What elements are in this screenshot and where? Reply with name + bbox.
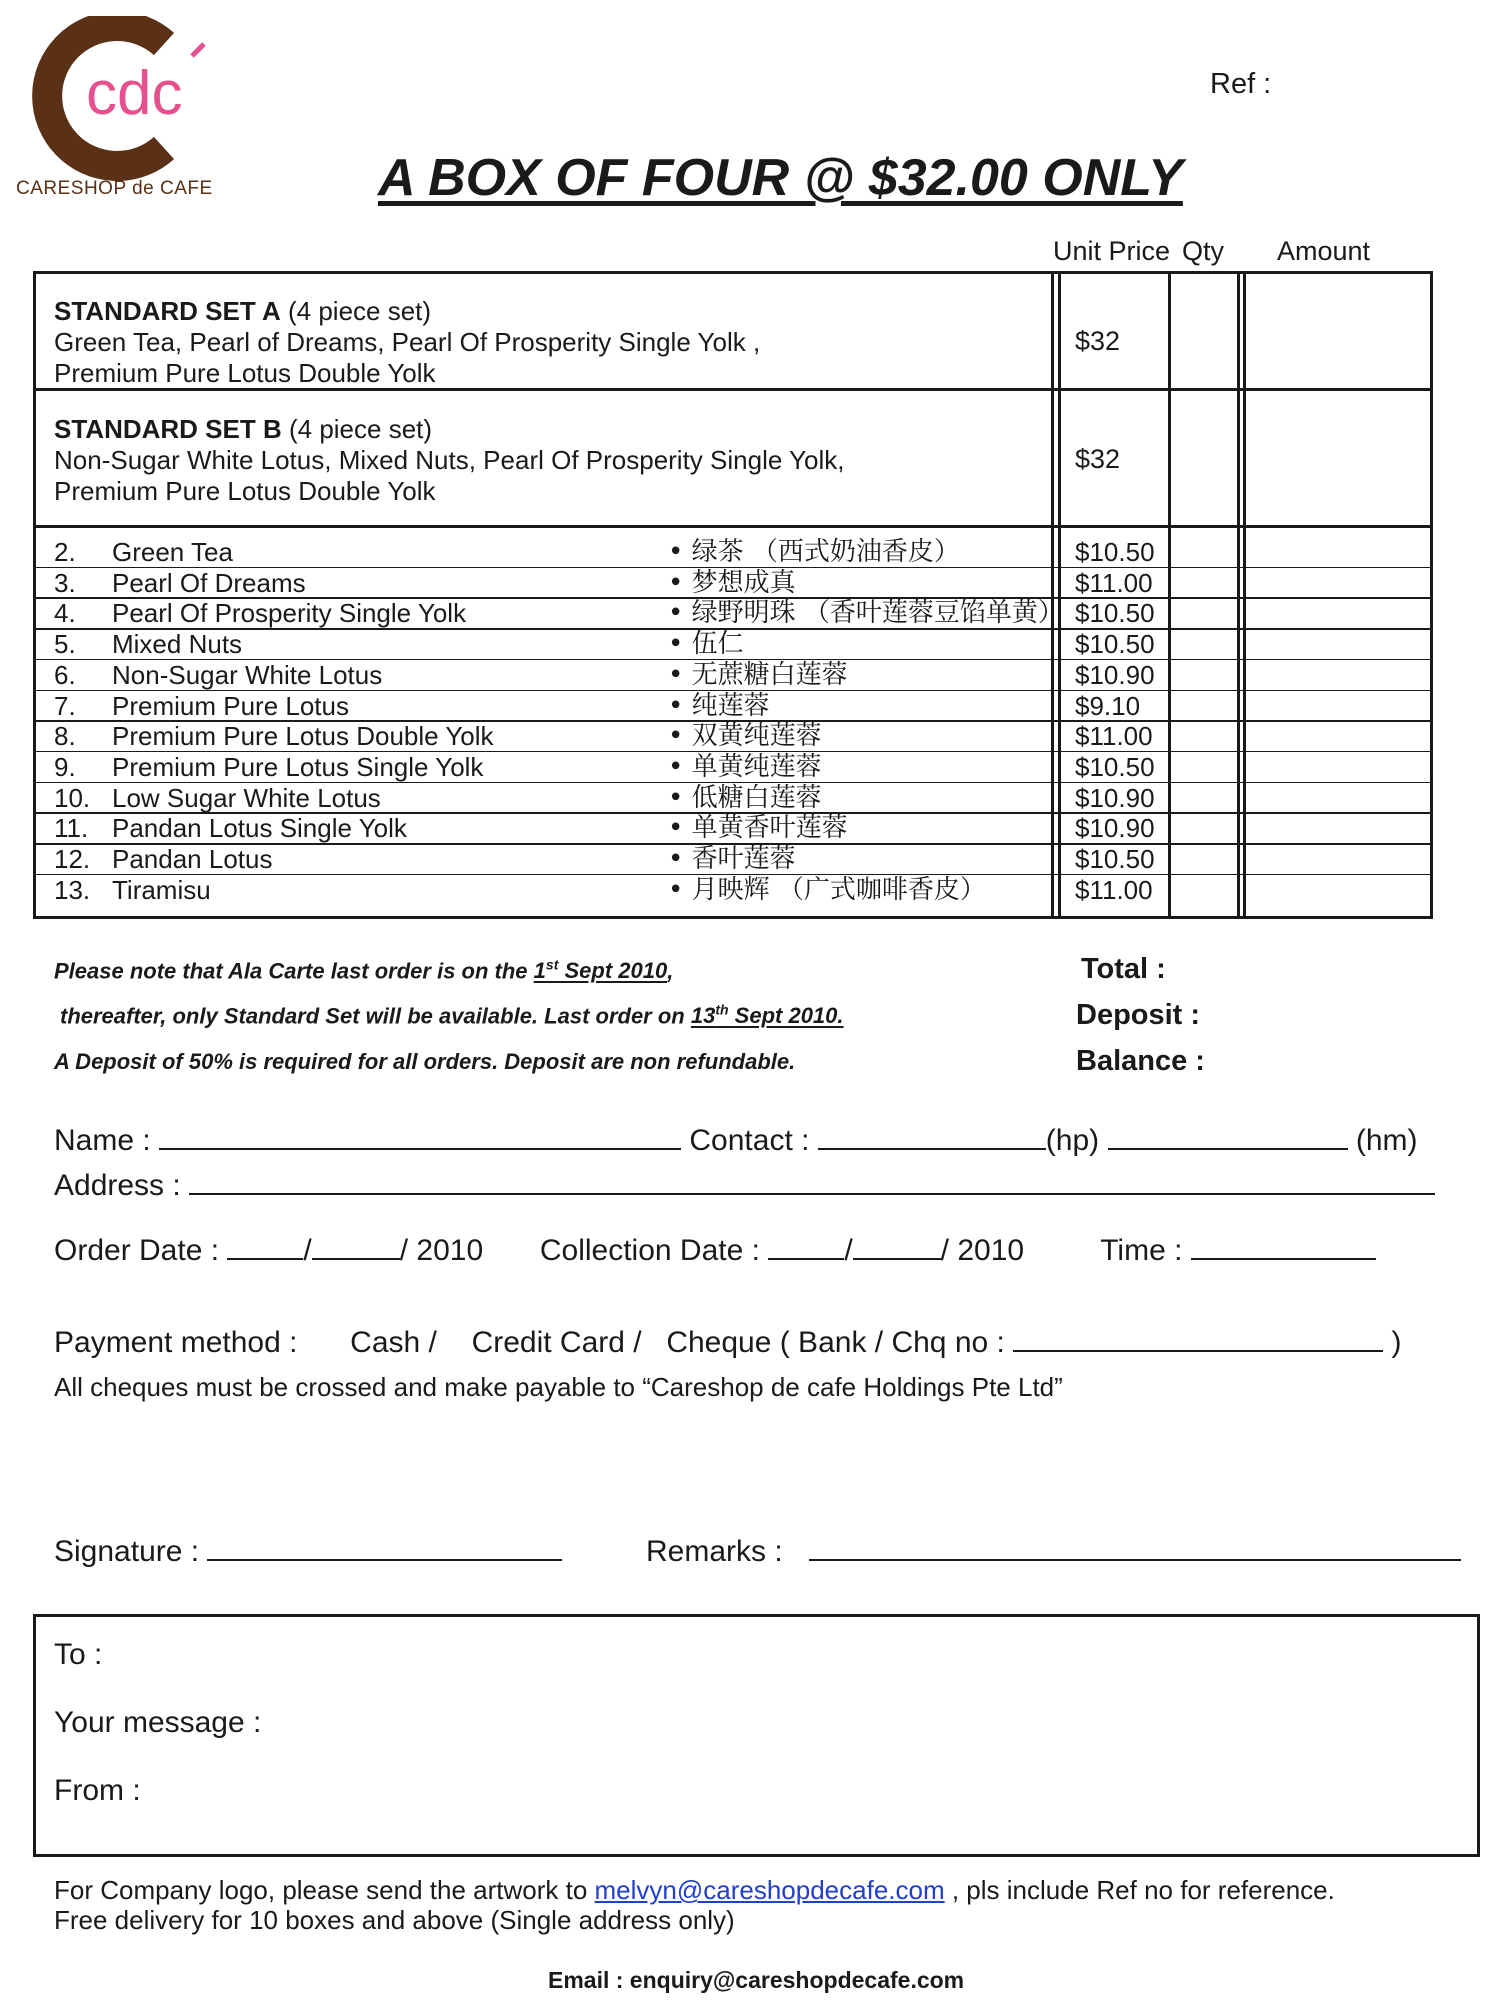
order-month-field[interactable] [312, 1234, 400, 1260]
item-number: 3. [54, 567, 76, 598]
table-row [0, 537, 1500, 568]
cheque-number-field[interactable] [1013, 1326, 1383, 1352]
table-row [0, 598, 1500, 629]
logo-artwork-note: For Company logo, please send the artwork to melvyn@careshopdecafe.com , pls include Ref no for reference. [54, 1875, 1335, 1905]
item-number: 13. [54, 874, 91, 905]
item-chinese-name: • 梦想成真 [668, 567, 796, 598]
set-b-price: $32 [1075, 444, 1121, 474]
table-row [0, 783, 1500, 814]
table-row [0, 691, 1500, 722]
balance-label: Balance : [1076, 1045, 1205, 1077]
item-price: $10.90 [1075, 813, 1155, 844]
collection-day-field[interactable] [768, 1234, 844, 1260]
delivery-note: Free delivery for 10 boxes and above (Single address only) [54, 1905, 735, 1935]
table-row [0, 813, 1500, 844]
item-number: 8. [54, 721, 76, 752]
item-name: Premium Pure Lotus Single Yolk [112, 751, 484, 782]
address-row: Address : [54, 1169, 1435, 1203]
note-standard-set: thereafter, only Standard Set will be available. Last order on 13th Sept 2010. [60, 1002, 844, 1029]
time-field[interactable] [1191, 1234, 1376, 1260]
item-chinese-name: • 绿茶 （西式奶油香皮） [668, 537, 960, 567]
col-unit-price: Unit Price [1053, 236, 1171, 266]
contact-hp-field[interactable] [818, 1124, 1046, 1150]
item-name: Mixed Nuts [112, 629, 243, 660]
item-number: 10. [54, 782, 91, 813]
table-row [0, 568, 1500, 599]
message-body-label[interactable]: Your message : [54, 1706, 262, 1739]
set-a-description: STANDARD SET A (4 piece set) Green Tea, Pearl of Dreams, Pearl Of Prosperity Single Yolk , Premium Pure Lotus Double Yolk [54, 296, 761, 388]
item-name: Green Tea [112, 537, 233, 567]
page-title: A BOX OF FOUR @ $32.00 ONLY [378, 149, 1183, 207]
order-day-field[interactable] [227, 1234, 303, 1260]
deposit-label: Deposit : [1076, 999, 1201, 1031]
item-chinese-name: • 纯莲蓉 [668, 690, 770, 721]
item-number: 4. [54, 598, 76, 629]
total-label: Total : [1081, 953, 1166, 985]
logo-tagline: CARESHOP de CAFE [16, 178, 213, 199]
payment-cheque-option[interactable]: Cheque ( Bank / Chq no : [666, 1326, 1005, 1359]
name-field[interactable] [159, 1124, 681, 1150]
note-deposit: A Deposit of 50% is required for all orders. Deposit are non refundable. [54, 1049, 796, 1074]
set-b-description: STANDARD SET B (4 piece set) Non-Sugar White Lotus, Mixed Nuts, Pearl Of Prosperity Single Yolk, Premium Pure Lotus Double Yolk [54, 414, 845, 506]
item-chinese-name: • 单黄纯莲蓉 [668, 751, 822, 782]
item-number: 11. [54, 813, 89, 844]
name-row: Name : Contact : (hp) (hm) [54, 1124, 1418, 1157]
table-row [0, 629, 1500, 660]
payment-cash-option[interactable]: Cash / [350, 1326, 437, 1359]
signature-row: Signature : [54, 1535, 562, 1569]
col-amount: Amount [1277, 236, 1371, 266]
payment-row: Payment method : Cash / Credit Card / Cheque ( Bank / Chq no : ) [54, 1326, 1402, 1359]
item-chinese-name: • 单黄香叶莲蓉 [668, 813, 848, 844]
item-chinese-name: • 双黄纯莲蓉 [668, 721, 822, 752]
col-qty: Qty [1182, 236, 1225, 266]
ref-label: Ref : [1210, 68, 1272, 100]
table-row [0, 721, 1500, 752]
item-name: Low Sugar White Lotus [112, 782, 381, 813]
message-to-label[interactable]: To : [54, 1638, 103, 1671]
item-name: Premium Pure Lotus [112, 690, 349, 721]
item-chinese-name: • 低糖白莲蓉 [668, 782, 822, 813]
payment-credit-option[interactable]: Credit Card / [471, 1326, 642, 1359]
item-name: Pandan Lotus [112, 844, 273, 874]
cheque-note: All cheques must be crossed and make payable to “Careshop de cafe Holdings Pte Ltd” [54, 1372, 1063, 1402]
item-name: Premium Pure Lotus Double Yolk [112, 721, 494, 752]
item-price: $10.50 [1075, 598, 1155, 629]
item-chinese-name: • 香叶莲蓉 [668, 844, 796, 874]
date-row: Order Date : / / 2010 Collection Date : / / 2010 Time : [54, 1234, 1376, 1268]
item-chinese-name: • 伍仁 [668, 629, 744, 660]
item-chinese-name: • 绿野明珠 （香叶莲蓉豆馅单黄） [668, 598, 1064, 629]
signature-field[interactable] [207, 1535, 562, 1561]
table-row [0, 844, 1500, 875]
item-price: $9.10 [1075, 690, 1141, 721]
item-price: $10.90 [1075, 659, 1155, 690]
item-number: 6. [54, 659, 76, 690]
contact-hm-field[interactable] [1108, 1124, 1348, 1150]
remarks-field[interactable] [809, 1535, 1461, 1561]
message-from-label: From : [54, 1774, 141, 1807]
item-price: $10.90 [1075, 782, 1155, 813]
item-price: $10.50 [1075, 629, 1155, 660]
table-row [0, 875, 1500, 906]
item-price: $11.00 [1075, 721, 1153, 752]
enquiry-email: Email : enquiry@careshopdecafe.com [548, 1967, 965, 1993]
item-name: Pearl Of Dreams [112, 567, 306, 598]
item-chinese-name: • 无蔗糖白莲蓉 [668, 659, 848, 690]
logo-text: cdc [86, 59, 183, 128]
item-number: 12. [54, 844, 91, 874]
remarks-row: Remarks : [646, 1535, 1461, 1569]
item-name: Tiramisu [112, 874, 211, 905]
cdc-logo-icon [14, 16, 224, 186]
item-number: 5. [54, 629, 76, 660]
collection-month-field[interactable] [853, 1234, 941, 1260]
item-name: Non-Sugar White Lotus [112, 659, 383, 690]
address-field[interactable] [189, 1169, 1435, 1195]
table-row [0, 752, 1500, 783]
note-ala-carte: Please note that Ala Carte last order is on the 1st Sept 2010, [54, 957, 674, 984]
set-a-price: $32 [1075, 326, 1121, 356]
item-price: $11.00 [1075, 567, 1153, 598]
item-chinese-name: • 月映辉 （广式咖啡香皮） [668, 874, 986, 905]
item-price: $10.50 [1075, 537, 1155, 567]
item-name: Pandan Lotus Single Yolk [112, 813, 407, 844]
item-price: $10.50 [1075, 751, 1155, 782]
item-name: Pearl Of Prosperity Single Yolk [112, 598, 467, 629]
set-a-name: STANDARD SET A [54, 296, 281, 326]
artwork-email-link[interactable]: melvyn@careshopdecafe.com [594, 1875, 945, 1905]
set-b-name: STANDARD SET B [54, 414, 282, 444]
item-number: 2. [54, 537, 76, 567]
item-price: $11.00 [1075, 874, 1153, 905]
item-number: 7. [54, 690, 76, 721]
table-row [0, 660, 1500, 691]
item-price: $10.50 [1075, 844, 1155, 874]
item-number: 9. [54, 751, 76, 782]
